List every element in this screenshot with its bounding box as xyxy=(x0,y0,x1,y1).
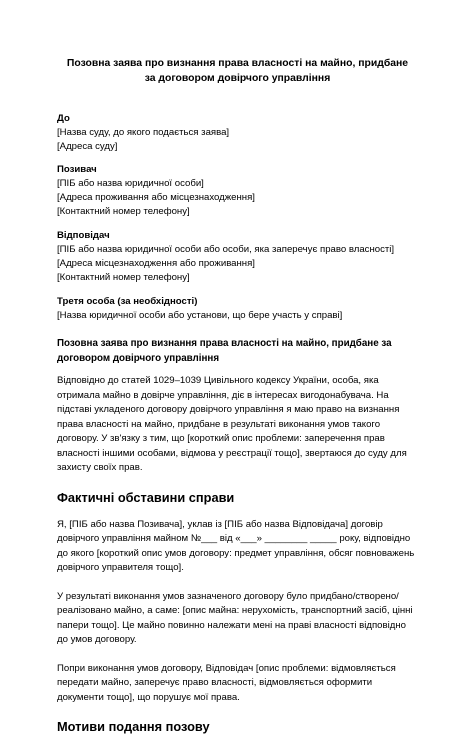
plaintiff-block xyxy=(57,163,418,219)
intro-paragraph: Відповідно до статей 1029–1039 Цивільного кодексу України, особа, яка отримала майно в довірче управління, діє в інтересах вигодонабувача. На підставі укладеного договору довірчого управління я маю право на визнання права власності на майно, придбане в результаті виконання умов такого договору. У зв'язку з тим, що [короткий опис проблеми: заперечення прав власності іншими особами, відмова у реєстрації тощо], звертаюся до суду для захисту своїх прав. xyxy=(57,375,407,473)
court-address: [Адреса суду] xyxy=(57,141,118,152)
defendant-label: Відповідач xyxy=(57,230,110,241)
defendant-block xyxy=(57,229,418,285)
grounds-heading: Мотиви подання позову xyxy=(57,719,210,734)
third-party-label: Третя особа (за необхідності) xyxy=(57,296,198,307)
defendant-name: [ПІБ або назва юридичної особи або особи, яка заперечує право власності] xyxy=(57,244,395,255)
plaintiff-label: Позивач xyxy=(57,164,97,175)
defendant-address: [Адреса місцезнаходження або проживання] xyxy=(57,258,255,269)
plaintiff-name: [ПІБ або назва юридичної особи] xyxy=(57,178,204,189)
plaintiff-address: [Адреса проживання або місцезнаходження] xyxy=(57,192,255,203)
facts-paragraph-3: Попри виконання умов договору, Відповідач [опис проблеми: відмовляється передати майно, заперечує право власності, відмовляється оформити документи тощо], що порушує мої права. xyxy=(57,662,396,703)
third-party-block xyxy=(57,295,418,323)
facts-heading: Фактичні обставини справи xyxy=(57,489,235,505)
facts-paragraph-1: Я, [ПІБ або назва Позивача], уклав із [ПІБ або назва Відповідача] договір довірчого управління майном №___ від «___» ________ _____ року, відповідно до якого [короткий опис умов договору: предмет управління, обсяг повноважень довірчого управителя тощо]. xyxy=(57,518,415,573)
document-title: Позовна заява про визнання права власності на майно, придбане за договором довірчого управління xyxy=(66,58,409,84)
defendant-phone: [Контактний номер телефону] xyxy=(57,272,190,283)
claim-title: Позовна заява про визнання права власності на майно, придбане за договором довірчого управління xyxy=(57,338,392,364)
court-name: [Назва суду, до якого подається заява] xyxy=(57,127,230,138)
facts-paragraph-2: У результаті виконання умов зазначеного договору було придбано/створено/реалізовано майно, а саме: [опис майна: нерухомість, транспортний засіб, цінні папери тощо]. Це майно повинно належати мені на праві власності відповідно до умов договору. xyxy=(57,590,413,645)
third-party-name: [Назва юридичної особи або установи, що бере участь у справі] xyxy=(57,310,343,321)
plaintiff-phone: [Контактний номер телефону] xyxy=(57,206,190,217)
addressee-label: До xyxy=(57,113,70,124)
addressee-block xyxy=(57,112,418,154)
